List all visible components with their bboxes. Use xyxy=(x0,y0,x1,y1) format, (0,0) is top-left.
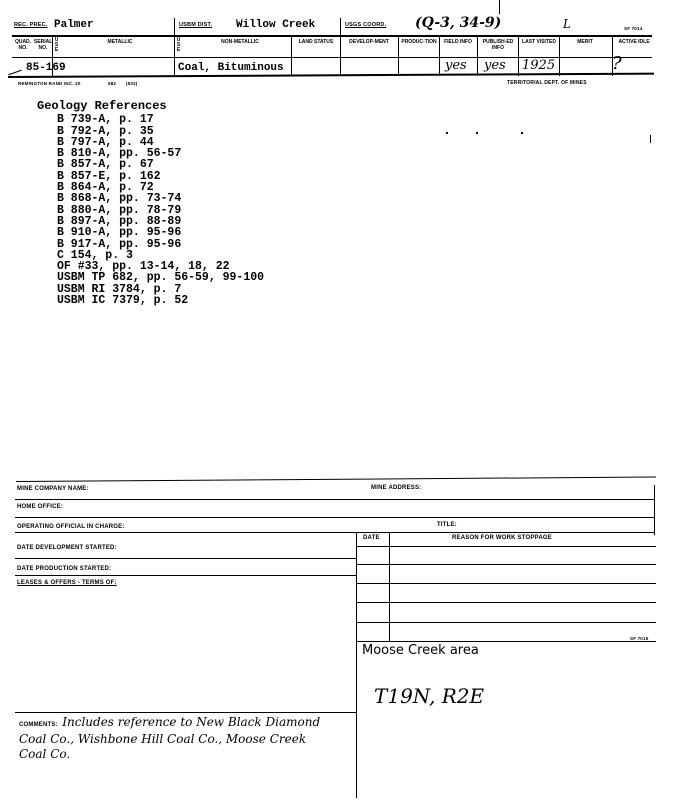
comments-line-1: Includes reference to New Black Diamond xyxy=(62,715,321,729)
title-label: TITLE: xyxy=(437,522,457,528)
home-office-label: HOME OFFICE: xyxy=(17,504,64,510)
reference-item: B 864-A, p. 72 xyxy=(57,181,154,195)
reference-item: B 792-A, p. 35 xyxy=(57,124,154,138)
col-production: PRODUC-TION xyxy=(401,39,437,45)
scan-speck xyxy=(476,132,478,134)
leases-offers-label: LEASES & OFFERS - TERMS OF: xyxy=(17,580,117,586)
printer-code-2: (532) xyxy=(126,81,138,86)
usgs-coord-label: USGS COORD. xyxy=(345,22,387,28)
col-merit: MERIT xyxy=(577,39,593,45)
reference-item: OF #33, pp. 13-14, 18, 22 xyxy=(57,260,230,274)
commodity-value: Coal, Bituminous xyxy=(178,62,284,74)
references-list xyxy=(57,114,437,306)
col-metallic: METALLIC xyxy=(107,39,133,45)
reference-item: USBM TP 682, pp. 56-59, 99-100 xyxy=(57,271,265,285)
reference-item: USBM IC 7379, p. 52 xyxy=(57,294,189,308)
comments-block xyxy=(19,713,359,761)
reference-item: B 880-A, pp. 78-79 xyxy=(57,203,182,217)
col-serial-no: SERIAL NO. xyxy=(34,39,53,51)
date-development-label: DATE DEVELOPMENT STARTED: xyxy=(17,545,117,551)
reason-column-header: REASON FOR WORK STOPPAGE xyxy=(452,535,552,541)
date-production-label: DATE PRODUCTION STARTED: xyxy=(17,566,112,572)
header-form-number: SF 7014 xyxy=(624,26,643,31)
reference-item: B 857-A, p. 67 xyxy=(57,158,154,172)
usbm-dist-label: USBM DIST. xyxy=(179,22,213,28)
last-visited-value: 1925 xyxy=(522,58,556,73)
reference-item: C 154, p. 3 xyxy=(57,248,133,262)
scan-speck xyxy=(650,135,651,143)
comments-line-3: Coal Co. xyxy=(19,747,71,761)
reference-item: B 868-A, pp. 73-74 xyxy=(57,192,182,206)
rec-prec-value: Palmer xyxy=(54,19,94,31)
usbm-dist-value: Willow Creek xyxy=(236,19,316,31)
scan-speck xyxy=(446,132,448,134)
corner-mark: L xyxy=(563,17,571,31)
col-field-info: FIELD INFO xyxy=(444,39,472,45)
printer-info: REMINGTON RAND INC. 20 xyxy=(18,81,81,86)
col-last-visited: LAST VISITED xyxy=(522,39,556,45)
reference-item: USBM RI 3784, p. 7 xyxy=(57,282,182,296)
reference-item: B 810-A, pp. 56-57 xyxy=(57,147,182,161)
geology-references xyxy=(37,101,437,306)
col-use-metallic: U S E xyxy=(54,37,59,53)
col-land-status: LAND STATUS xyxy=(298,39,334,45)
reference-item: B 910-A, pp. 95-96 xyxy=(57,226,182,240)
col-active-idle: ACTIVE IDLE xyxy=(618,39,650,45)
agency-name: TERRITORIAL DEPT. OF MINES xyxy=(507,80,587,86)
usgs-coord-value: (Q-3, 34-9) xyxy=(415,15,502,31)
mine-address-label: MINE ADDRESS: xyxy=(371,485,422,491)
col-use-nonmetallic: U S E xyxy=(176,37,181,53)
reference-item: B 857-E, p. 162 xyxy=(57,169,161,183)
active-idle-value: ? xyxy=(612,53,622,74)
scan-speck xyxy=(521,132,523,134)
reference-item: B 739-A, p. 17 xyxy=(57,113,154,127)
col-nonmetallic: NON-METALLIC xyxy=(221,39,259,45)
field-info-value: yes xyxy=(445,58,467,73)
comments-line-2: Coal Co., Wishbone Hill Coal Co., Moose Creek xyxy=(19,732,307,746)
reference-item: B 917-A, pp. 95-96 xyxy=(57,237,182,251)
references-title: Geology References xyxy=(37,99,167,113)
serial-value: 85-169 xyxy=(26,62,66,74)
footer-form-number: SF 7015 xyxy=(630,636,649,641)
printer-code: 582 xyxy=(108,81,117,86)
mine-company-label: MINE COMPANY NAME: xyxy=(17,486,89,492)
reference-item: B 897-A, pp. 88-89 xyxy=(57,214,182,228)
rec-prec-label: REC. PREC. xyxy=(14,22,48,28)
col-quad-no: QUAD. NO. xyxy=(14,39,32,51)
reference-item: B 797-A, p. 44 xyxy=(57,135,154,149)
col-development: DEVELOP-MENT xyxy=(349,39,389,45)
date-column-header: DATE xyxy=(363,535,380,541)
note-area: Moose Creek area xyxy=(362,643,479,658)
operating-official-label: OPERATING OFFICIAL IN CHARGE: xyxy=(17,524,125,530)
col-published-info: PUBLISH-ED INFO xyxy=(482,39,514,51)
note-township: T19N, R2E xyxy=(374,684,485,708)
published-info-value: yes xyxy=(484,58,506,73)
comments-label: COMMENTS: xyxy=(19,722,58,728)
